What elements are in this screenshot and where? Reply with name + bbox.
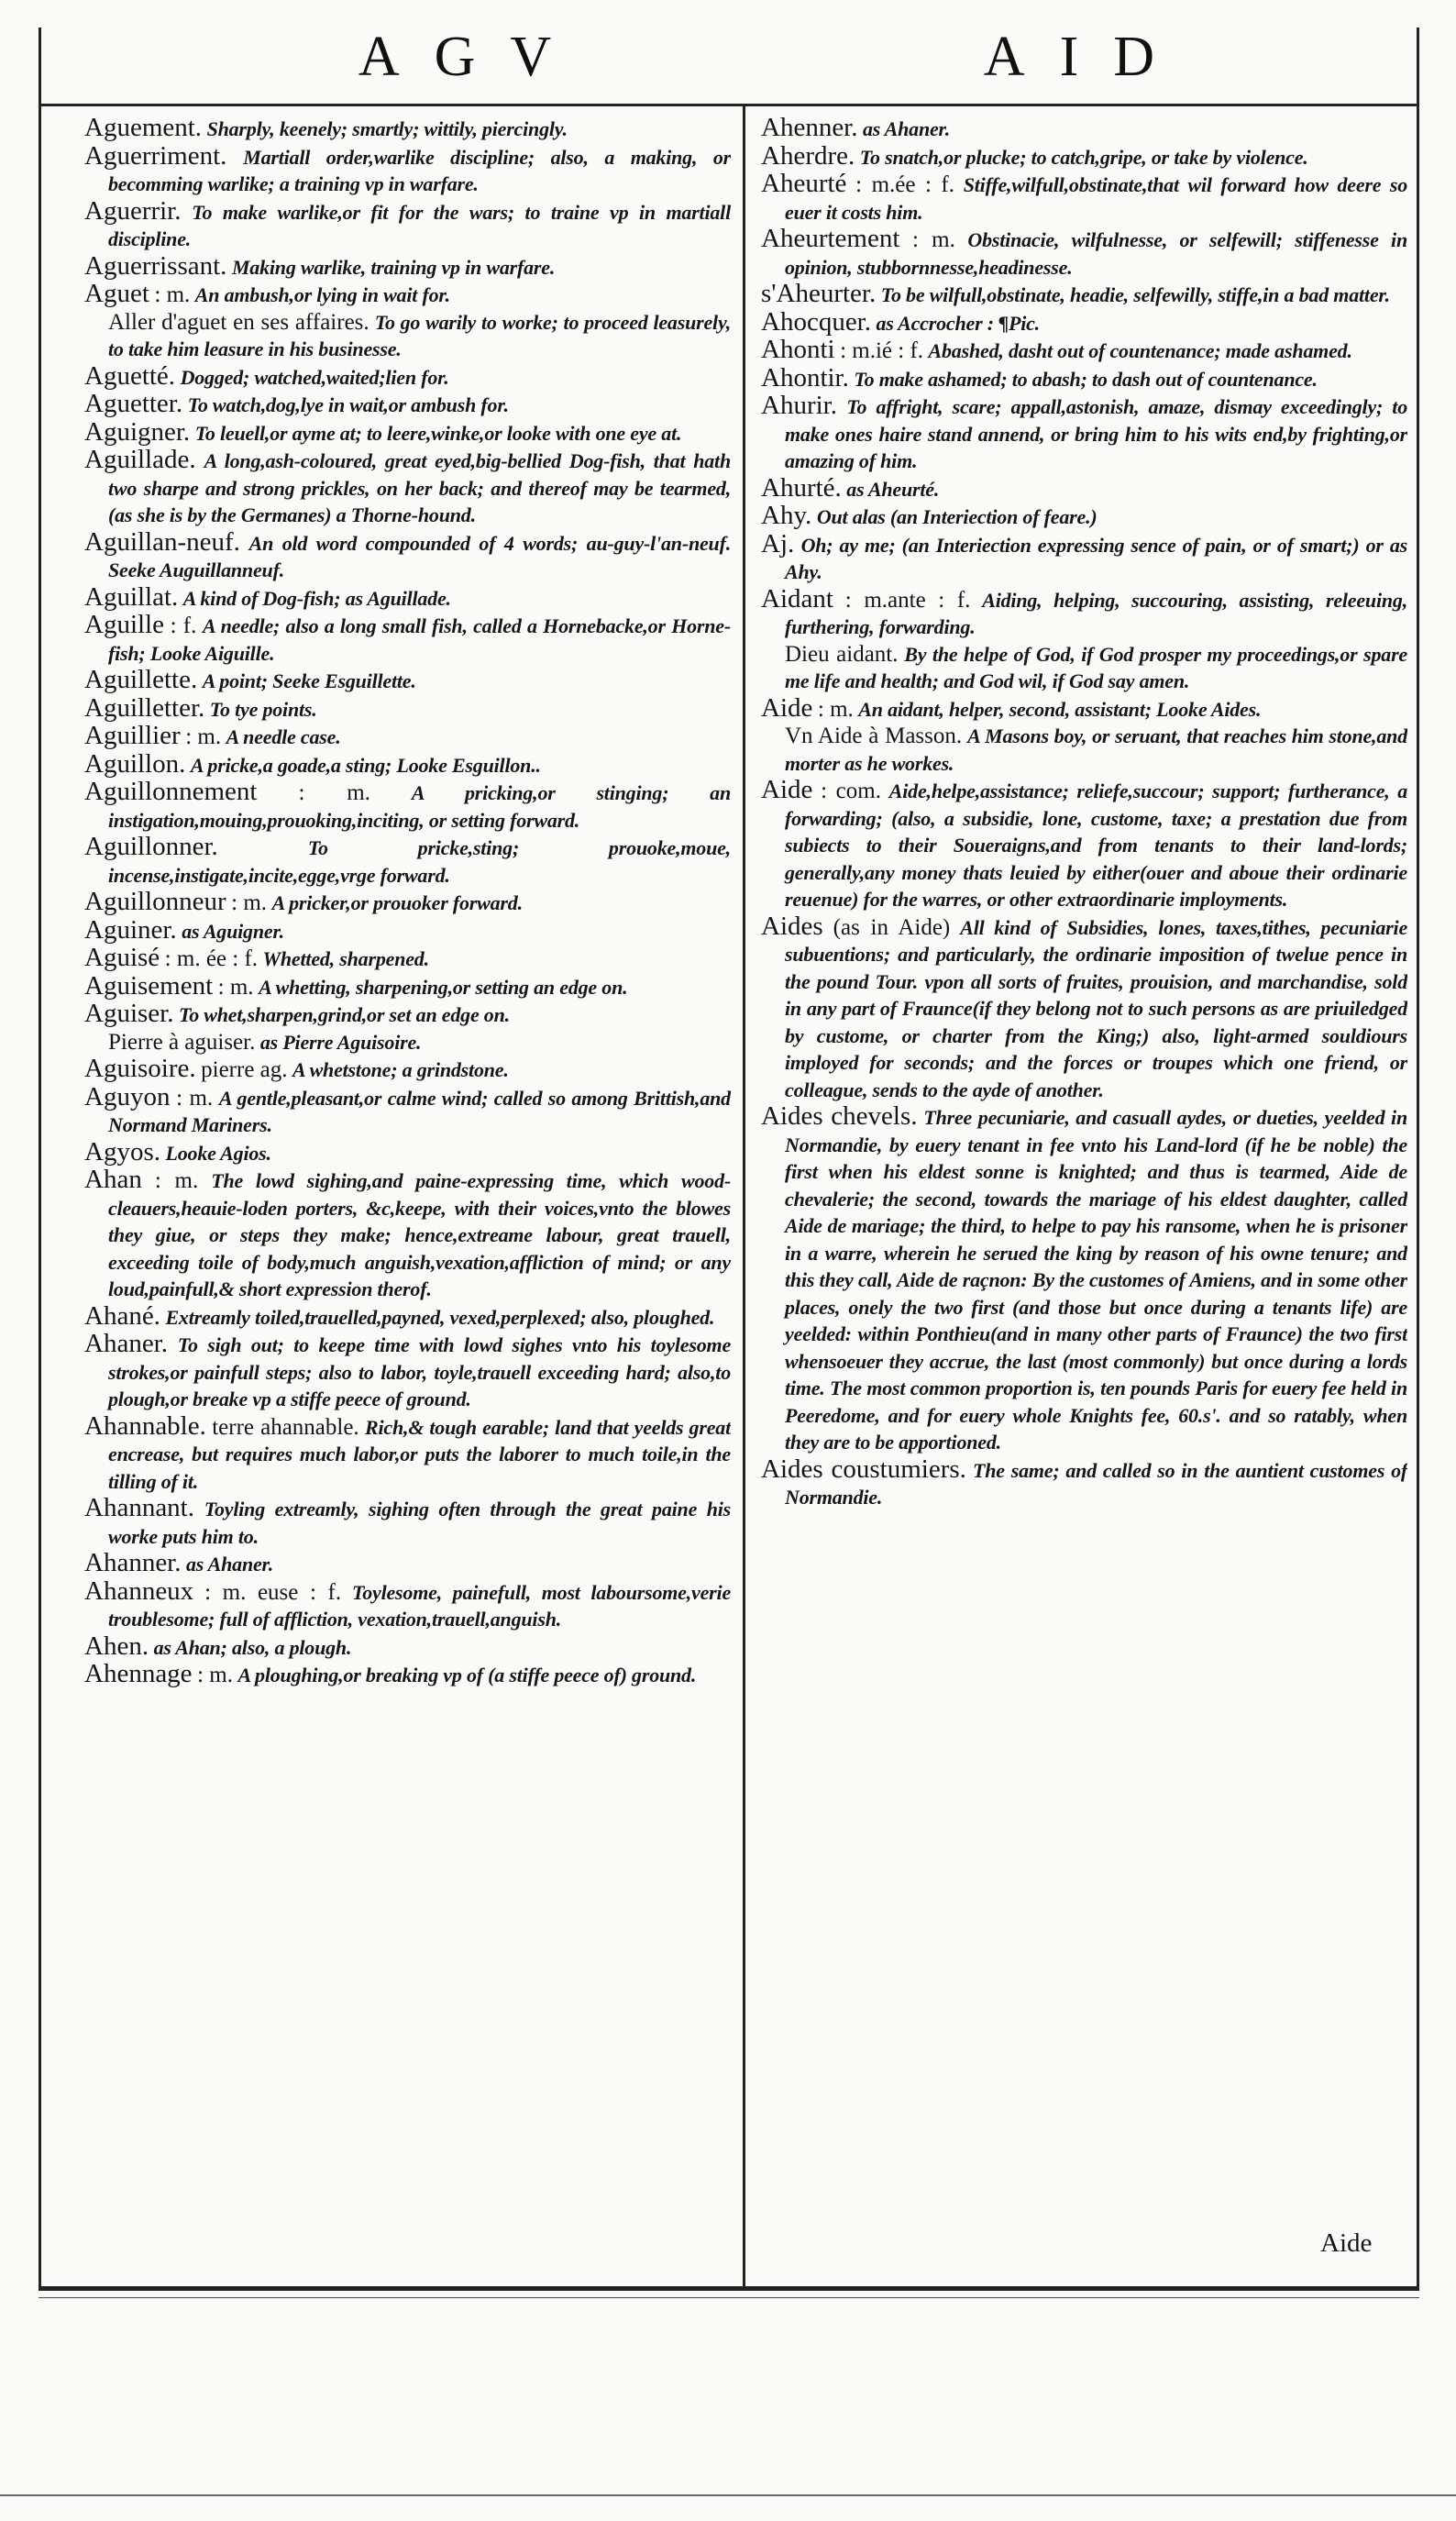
dictionary-entry (84, 1136, 731, 1167)
page-edge-rule (0, 2494, 1456, 2496)
entry-definition: A point; Seeke Esguillette. (202, 669, 416, 692)
entry-headword: Aides coustumiers. (761, 1454, 966, 1484)
entry-definition: To make ashamed; to abash; to dash out of countenance. (854, 367, 1318, 391)
entry-grammar: : f. (170, 614, 197, 638)
entry-definition: A whetting, sharpening,or setting an edge on. (259, 975, 628, 999)
entry-grammar: : m. (231, 890, 268, 915)
entry-definition: Making warlike, training vp in warfare. (231, 255, 556, 279)
entry-definition: A needle case. (226, 725, 341, 748)
entry-definition: An old word compounded of 4 words; au-guy-l'an-neuf. Seeke Auguillanneuf. (108, 531, 731, 581)
entry-headword: Aguigner. (84, 416, 191, 447)
entry-definition: Out alas (an Interiection of feare.) (816, 505, 1098, 528)
entry-headword: Ahy. (761, 501, 812, 530)
dictionary-entry (761, 281, 1407, 309)
entry-definition: Martiall order,warlike discipline; also, a making, or becomming warlike; a training vp in warfare. (108, 145, 731, 195)
entry-definition: as Ahaner. (186, 1553, 274, 1576)
dictionary-entry (84, 914, 731, 945)
entry-headword: Aguetter. (84, 389, 183, 418)
entry-headword: Aguillon. (84, 748, 186, 779)
entry-headword: Aguiner. (84, 914, 177, 945)
entry-grammar: : m.ié : f. (840, 338, 924, 363)
entry-definition: as Ahaner. (863, 117, 951, 140)
entry-headword: Aheurté (761, 169, 847, 198)
entry-definition: By the helpe of God, if God prosper my proceedings,or spare me life and health; and God wil, if God say amen. (785, 642, 1407, 692)
dictionary-entry (761, 913, 1407, 1104)
entry-definition: Looke Agios. (165, 1141, 271, 1165)
dictionary-entry (761, 1456, 1407, 1511)
entry-headword: Aguerrir. (84, 195, 182, 226)
entry-definition: To affright, scare; appall,astonish, amaze, dismay exceedingly; to make ones haire stand annend, or bring him to his wits end,by frighting,or amazing of him. (785, 395, 1407, 472)
dictionary-entry (761, 528, 1407, 586)
dictionary-entry (84, 250, 731, 282)
entry-definition: Toyling extreamly, sighing often through the great paine his worke puts him to. (108, 1498, 731, 1548)
entry-headword: Aguillade. (84, 445, 196, 474)
right-column (761, 115, 1407, 2265)
page-border-right (1417, 28, 1419, 2291)
entry-definition: The same; and called so in the auntient customes of Normandie. (785, 1458, 1407, 1509)
entry-definition: A whetstone; a grindstone. (292, 1058, 509, 1081)
entry-definition: as Ahan; also, a plough. (153, 1635, 352, 1659)
dictionary-entry (761, 692, 1407, 724)
entry-headword: Aide (761, 692, 813, 723)
entry-headword: Aguillonneur (84, 887, 226, 916)
entry-headword: Aguille (84, 610, 164, 639)
dictionary-entry (761, 362, 1407, 393)
dictionary-entry (84, 667, 731, 695)
entry-headword: Aides chevels. (761, 1101, 918, 1131)
entry-definition: An ambush,or lying in wait for. (194, 283, 450, 306)
entry-definition: Aide,helpe,assistance; reliefe,succour; support; furtherance, a forwarding; (also, a subsidie, lone, custome, taxe; a prestation due from subiects to their Soueraigns,and from tenants to their land-lords; generally,any money thats leuied by either(ouer and aboue their ordinarie reuenue) for the warres, or other extraordinarie imployments. (785, 780, 1407, 911)
dictionary-entry (761, 393, 1407, 475)
entry-definition: A long,ash-coloured, great eyed,big-bellied Dog-fish, that hath two sharpe and strong prickles, on her back; and thereof may be tearmed,(as she is by the Germanes) a Thorne-hound. (108, 449, 731, 526)
entry-headword: Aguisé (84, 943, 160, 972)
entry-grammar: : m. (911, 227, 955, 252)
entry-headword: Ahen. (84, 1631, 149, 1661)
entry-grammar: : m. (176, 1085, 214, 1111)
entry-definition: A pricke,a goade,a sting; Looke Esguillon.. (190, 753, 541, 777)
dictionary-entry (761, 777, 1407, 913)
entry-definition: Toylesome, painefull, most laboursome,verie troublesome; full of affliction, vexation,trauell,anguish. (108, 1580, 731, 1631)
entry-definition: To watch,dog,lye in wait,or ambush for. (187, 393, 509, 416)
dictionary-entry (84, 612, 731, 667)
entry-definition: as Aguigner. (182, 919, 284, 943)
dictionary-entry (84, 723, 731, 751)
dictionary-entry (761, 337, 1407, 365)
entry-headword: Ahaner. (84, 1329, 168, 1358)
dictionary-entry (84, 416, 731, 448)
entry-headword: Aguement. (84, 115, 203, 142)
entry-definition: Three pecuniarie, and casuall aydes, or dueties, yeelded in Normandie, by euery tenant in fee vnto his Land-lord (if he be noble) the first when his eldest sonne is knighted; and thus is tearmed, Aide de chevalerie; the second, towards the mariage of his eldest daughter, called Aide de mariage; the third, to helpe to pay his ransome, when he is prisoner in a warre, wherein he serued the king by reason of his owne tenure; and this they call, Aide de raçnon: By the customes of Amiens, and in some other places, onely the two first (and those but once during a tenants life) are yeelded: within Ponthieu(and in many other parts of Fraunce) the two first whensoeuer they accrue, the last (most commonly) but once during a lords time. The most common proportion is, ten pounds Paris for euery fee held in Peeredome, and for euery whole Knights fee, 60.s'. and so ratably, when they are to be apportioned. (785, 1106, 1407, 1454)
entry-headword: Aguillonner. (84, 832, 218, 861)
entry-definition: To make warlike,or fit for the wars; to traine vp in martiall discipline. (108, 200, 731, 250)
entry-definition: A pricking,or stinging; an instigation,mouing,prouoking,inciting, or setting forward. (108, 781, 731, 832)
entry-grammar: Aller d'aguet en ses affaires. (108, 309, 370, 335)
entry-headword: Ahanner. (84, 1548, 182, 1577)
entry-headword: Aguetté. (84, 360, 176, 391)
entry-definition: A ploughing,or breaking vp of (a stiffe peece of) ground. (237, 1664, 697, 1686)
entry-headword: Agyos. (84, 1136, 160, 1167)
entry-headword: Aguerriment. (84, 140, 227, 171)
entry-headword: Ahan (84, 1165, 142, 1194)
entry-headword: Aguisoire. (84, 1054, 196, 1083)
entry-definition: To whet,sharpen,grind,or set an edge on. (178, 1003, 510, 1026)
entry-definition: Whetted, sharpened. (262, 947, 429, 970)
entry-grammar: : m.ée : f. (855, 172, 954, 197)
dictionary-entry (761, 472, 1407, 503)
dictionary-entry (84, 140, 731, 198)
dictionary-entry (84, 1081, 731, 1139)
entry-grammar: : m. (217, 974, 254, 1000)
entry-definition: Dogged; watched,waited;lien for. (180, 365, 449, 389)
entry-definition: Rich,& tough earable; land that yeelds great encrease, but requires much labor,or puts the laborer to much toile,in the tilling of it. (108, 1415, 731, 1493)
entry-definition: Oh; ay me; (an Interiection expressing sence of pain, or of smart;) or as Ahy. (785, 533, 1407, 583)
entry-grammar: : m. (817, 696, 854, 722)
entry-grammar: : m. (154, 1168, 199, 1193)
entry-definition: The lowd sighing,and paine-expressing time, which wood-cleauers,heauie-loden porters, &c,keepe, with their voices,vnto the blowes they giue, or steps they make; hence,extreame labour, great trauell, exceeding toile of body,much anguish,vexation,affliction of mind; or any loud,painfull,& short expression therof. (108, 1169, 731, 1300)
dictionary-entry (84, 115, 731, 143)
entry-definition: Stiffe,wilfull,obstinate,that wil forward how deere so euer it costs him. (785, 173, 1407, 224)
entry-definition: To sigh out; to keepe time with lowd sighes vnto his toylesome strokes,or painfull steps; also to labor, toyle,trauell exceeding hard; also,to plough,or breake vp a stiffe peece of ground. (108, 1333, 731, 1410)
dictionary-entry (761, 583, 1407, 641)
entry-grammar: Dieu aidant. (785, 641, 899, 667)
entry-headword: Ahannable. (84, 1410, 206, 1441)
entry-headword: Ahontir. (761, 362, 849, 393)
dictionary-entry (84, 1410, 731, 1496)
dictionary-entry (84, 748, 731, 780)
entry-definition: A pricker,or prouoker forward. (271, 891, 523, 914)
entry-definition: To leuell,or ayme at; to leere,winke,or looke with one eye at. (194, 421, 682, 445)
entry-definition: Aiding, helping, succouring, assisting, releeuing, furthering, forwarding. (785, 588, 1407, 638)
entry-grammar: : m. ée : f. (164, 946, 259, 971)
entry-definition: Extreamly toiled,trauelled,payned, vexed,perplexed; also, ploughed. (165, 1305, 715, 1329)
entry-definition: To snatch,or plucke; to catch,gripe, or take by violence. (859, 145, 1308, 169)
dictionary-entry (761, 641, 1407, 695)
running-head-right: AID (983, 26, 1190, 88)
dictionary-entry (761, 140, 1407, 171)
entry-headword: Aguyon (84, 1081, 171, 1111)
dictionary-entry (84, 970, 731, 1001)
column-divider (743, 105, 745, 2288)
dictionary-entry (84, 309, 731, 363)
entry-headword: Ahurir. (761, 391, 837, 420)
dictionary-entry (84, 391, 731, 419)
dictionary-entry (84, 526, 731, 584)
entry-headword: Aherdre. (761, 140, 855, 171)
entry-headword: Aguilletter. (84, 692, 205, 723)
dictionary-entry (84, 945, 731, 973)
entry-grammar: (as in Aide) (833, 914, 951, 940)
entry-headword: Ahannant. (84, 1493, 194, 1522)
entry-definition: A kind of Dog-fish; as Aguillade. (182, 586, 451, 610)
dictionary-entry (84, 281, 731, 309)
entry-definition: Sharply, keenely; smartly; wittily, piercingly. (206, 117, 568, 140)
entry-headword: Ahurté. (761, 472, 842, 503)
dictionary-entry (761, 1103, 1407, 1456)
header-rule (39, 104, 1419, 106)
entry-grammar: pierre ag. (201, 1057, 288, 1082)
entry-headword: Aguisement (84, 970, 214, 1001)
entry-definition: To go warily to worke; to proceed leasurely, to take him leasure in his businesse. (108, 310, 731, 360)
dictionary-entry (84, 1300, 731, 1332)
dictionary-entry (84, 1167, 731, 1303)
entry-grammar: : m. (185, 724, 222, 749)
entry-headword: Aguillat. (84, 581, 179, 612)
catchword: Aide (1320, 2228, 1373, 2258)
entry-grammar: : m. (154, 282, 191, 307)
entry-headword: Aguillette. (84, 665, 198, 694)
entry-headword: Aguillonnement (84, 777, 258, 806)
dictionary-entry (761, 226, 1407, 281)
entry-definition: Abashed, dasht out of countenance; made ashamed. (928, 339, 1352, 362)
dictionary-entry (84, 779, 731, 834)
dictionary-entry (84, 1495, 731, 1550)
footer-rule (39, 2286, 1419, 2291)
entry-headword: Aj. (761, 528, 795, 558)
entry-grammar: Vn Aide à Masson. (785, 724, 963, 748)
entry-definition: A gentle,pleasant,or calme wind; called so among Brittish,and Normand Mariners. (108, 1086, 731, 1136)
entry-grammar: : m. (298, 780, 370, 805)
entry-grammar: : m.ante : f. (844, 587, 971, 613)
dictionary-entry (84, 1056, 731, 1084)
dictionary-entry (761, 306, 1407, 337)
entry-headword: Ahenner. (761, 115, 858, 142)
entry-headword: Aguerrissant. (84, 250, 227, 281)
entry-headword: Aide (761, 775, 813, 804)
entry-grammar: : com. (821, 779, 881, 803)
entry-definition: An aidant, helper, second, assistant; Looke Aides. (858, 697, 1262, 721)
entry-grammar: : m. euse : f. (204, 1579, 342, 1605)
entry-definition: To tye points. (209, 697, 317, 721)
entry-headword: Aheurtement (761, 224, 900, 253)
dictionary-entry (84, 1633, 731, 1662)
dictionary-entry (761, 503, 1407, 531)
page-border-left (39, 28, 41, 2291)
dictionary-entry (84, 1331, 731, 1413)
left-column (84, 115, 731, 2274)
entry-headword: Aidant (761, 583, 833, 614)
entry-headword: Aguillan-neuf. (84, 526, 240, 557)
entry-headword: Ahanneux (84, 1576, 194, 1606)
entry-headword: Aguet (84, 279, 149, 308)
dictionary-entry (761, 723, 1407, 777)
entry-headword: Ahennage (84, 1659, 193, 1688)
dictionary-entry (84, 195, 731, 253)
entry-definition: To be wilfull,obstinate, headie, selfewilly, stiffe,in a bad matter. (880, 283, 1390, 306)
entry-definition: A needle; also a long small fish, called a Hornebacke,or Horne-fish; Looke Aiguille. (108, 614, 731, 665)
entry-definition: as Aheurté. (846, 477, 940, 501)
entry-grammar: Pierre à aguiser. (108, 1029, 256, 1055)
dictionary-entry (84, 834, 731, 889)
entry-definition: A Masons boy, or seruant, that reaches him stone,and morter as he workes. (785, 724, 1407, 775)
entry-headword: s'Aheurter. (761, 279, 877, 308)
entry-definition: as Accrocher : ¶Pic. (876, 311, 1040, 335)
dictionary-entry (84, 447, 731, 529)
footer-rule-thin (39, 2297, 1419, 2298)
dictionary-entry (84, 1001, 731, 1029)
dictionary-entry (84, 889, 731, 917)
entry-definition: as Pierre Aguisoire. (259, 1030, 422, 1054)
dictionary-entry (84, 1661, 731, 1689)
entry-headword: Aguillier (84, 721, 181, 750)
entry-definition: All kind of Subsidies, lones, taxes,tithes, pecuniarie subuentions; and particularly, the ordinarie imposition of twelue pence in the pound Tour. vpon all sorts of fruites, prouision, and marchandise, sold in any part of Fraunce(if they belong not to such persons as are priuiledged by custome, or charter from the King;) also, light-armed souldiours imployed for seconds; and the forces or troupes which one friend, or colleague, sends to the ayde of another. (785, 915, 1407, 1101)
dictionary-entry (761, 171, 1407, 226)
entry-definition: Obstinacie, wilfulnesse, or selfewill; stiffenesse in opinion, stubbornnesse,headinesse. (785, 228, 1407, 279)
dictionary-entry (84, 1550, 731, 1578)
entry-grammar: : m. (197, 1663, 233, 1687)
entry-headword: Aides (761, 911, 823, 941)
running-head-left: AGV (358, 26, 587, 88)
entry-headword: Ahané. (84, 1300, 160, 1331)
entry-headword: Ahocquer. (761, 306, 871, 337)
dictionary-entry (84, 360, 731, 392)
dictionary-entry (761, 115, 1407, 143)
dictionary-entry (84, 692, 731, 724)
dictionary-entry (84, 1578, 731, 1633)
dictionary-entry (84, 581, 731, 613)
entry-definition: To pricke,sting; prouoke,moue, incense,instigate,incite,egge,vrge forward. (108, 836, 731, 887)
entry-headword: Ahonti (761, 335, 835, 364)
entry-grammar: terre ahannable. (212, 1414, 359, 1440)
entry-headword: Aguiser. (84, 999, 174, 1028)
dictionary-entry (84, 1029, 731, 1056)
